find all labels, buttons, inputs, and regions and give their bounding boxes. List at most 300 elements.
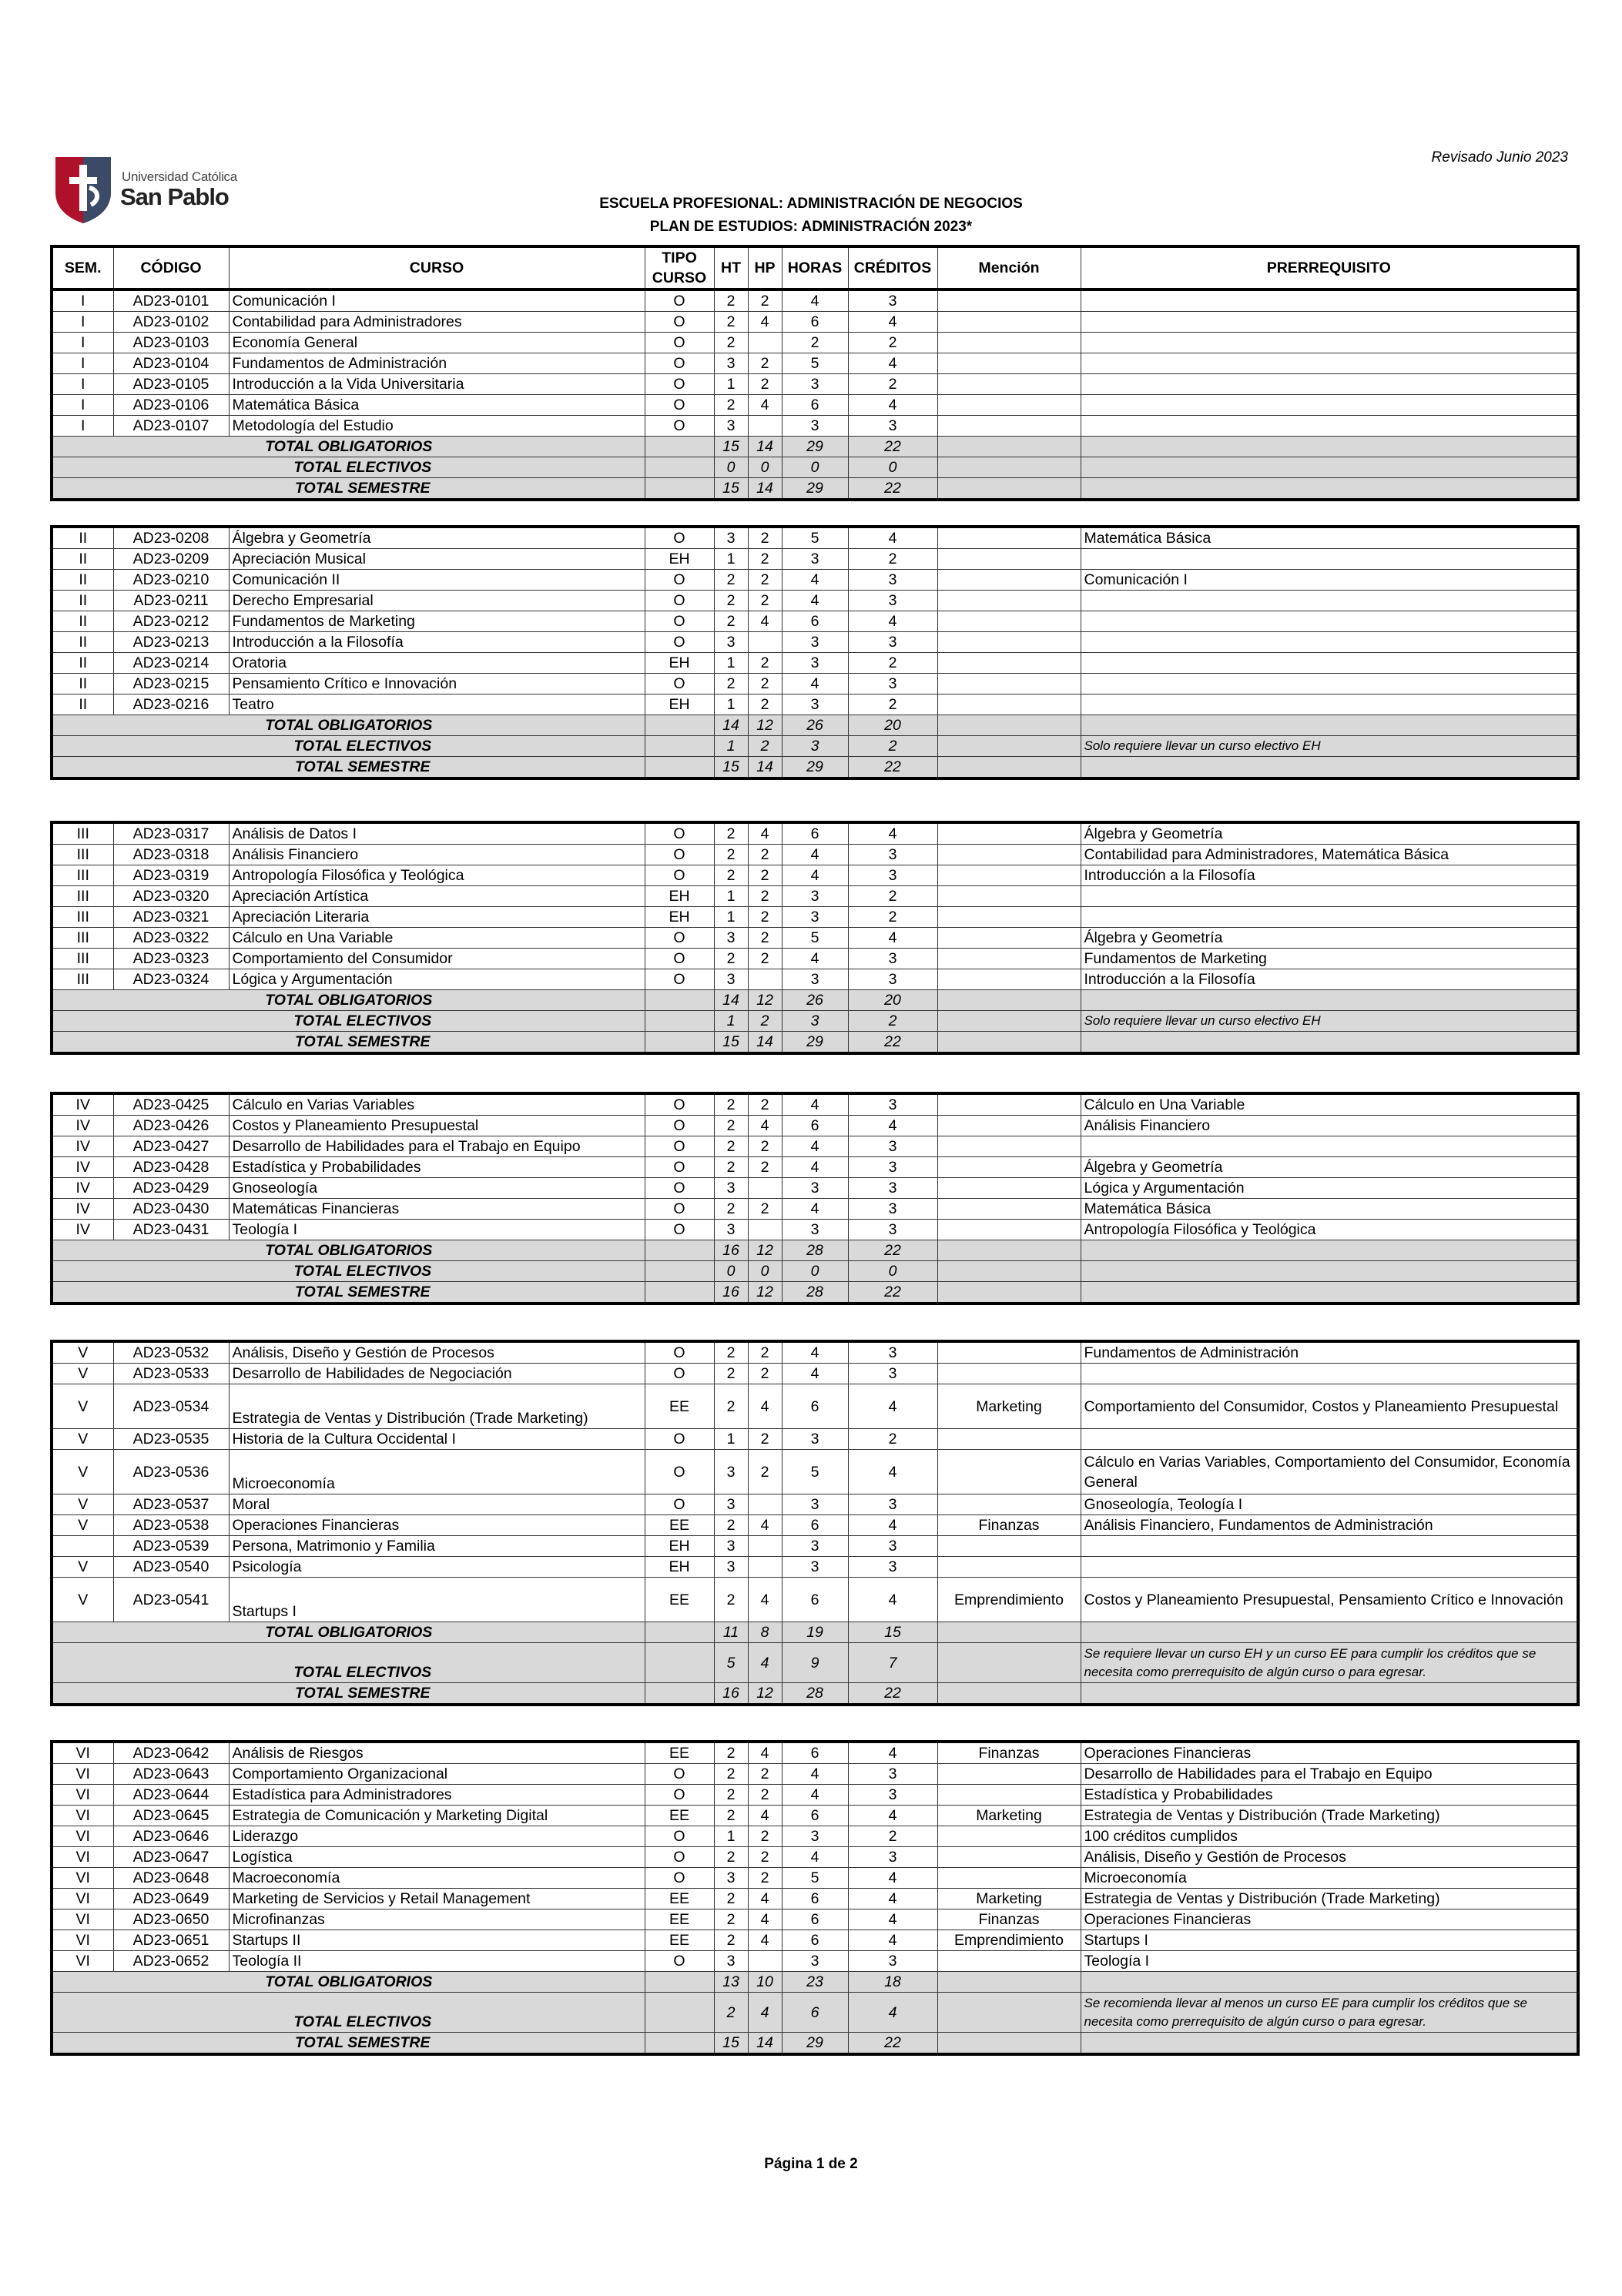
course-credits: 3 — [848, 1785, 937, 1806]
course-prereq: Análisis Financiero — [1081, 1116, 1578, 1136]
course-hp: 2 — [748, 928, 782, 949]
course-type: O — [645, 312, 714, 333]
total-value: 23 — [782, 1972, 848, 1993]
course-course: Desarrollo de Habilidades para el Trabajo en Equipo — [229, 1136, 645, 1157]
total-value: 0 — [782, 457, 848, 478]
total-value: 11 — [714, 1622, 748, 1643]
course-code: AD23-0103 — [113, 333, 229, 353]
course-prereq — [1081, 333, 1578, 353]
course-mention — [937, 1199, 1081, 1220]
course-hours: 6 — [782, 1116, 848, 1136]
course-hours: 6 — [782, 312, 848, 333]
course-prereq — [1081, 1536, 1578, 1557]
course-code: AD23-0426 — [113, 1116, 229, 1136]
course-course: Introducción a la Vida Universitaria — [229, 374, 645, 395]
course-mention — [937, 1093, 1081, 1116]
course-course: Psicología — [229, 1557, 645, 1578]
total-row — [52, 457, 1578, 478]
course-prereq: Antropología Filosófica y Teológica — [1081, 1220, 1578, 1240]
course-hours: 5 — [782, 928, 848, 949]
course-ht: 2 — [714, 674, 748, 694]
semester-table — [50, 1340, 1580, 1706]
total-value: 2 — [848, 736, 937, 757]
course-hours: 3 — [782, 1951, 848, 1972]
course-course: Pensamiento Crítico e Innovación — [229, 674, 645, 694]
course-course: Costos y Planeamiento Presupuestal — [229, 1116, 645, 1136]
course-sem: IV — [52, 1199, 113, 1220]
semester-block — [50, 1340, 1577, 1706]
course-code: AD23-0212 — [113, 611, 229, 632]
course-hours: 6 — [782, 1930, 848, 1951]
course-row — [52, 290, 1578, 312]
total-value: 15 — [714, 437, 748, 457]
course-credits: 4 — [848, 1116, 937, 1136]
course-prereq — [1081, 1136, 1578, 1157]
total-value: 14 — [748, 2033, 782, 2055]
course-hours: 4 — [782, 1364, 848, 1384]
course-sem: I — [52, 374, 113, 395]
total-value: 0 — [748, 457, 782, 478]
total-value: 29 — [782, 437, 848, 457]
course-ht: 2 — [714, 1136, 748, 1157]
course-prereq: Cálculo en Una Variable — [1081, 1093, 1578, 1116]
total-value: 0 — [848, 457, 937, 478]
total-type-empty — [645, 1240, 714, 1261]
course-credits: 4 — [848, 1742, 937, 1764]
header-row — [52, 246, 1578, 290]
course-credits: 4 — [848, 1450, 937, 1494]
total-note — [1081, 478, 1578, 500]
course-course: Persona, Matrimonio y Familia — [229, 1536, 645, 1557]
course-code: AD23-0107 — [113, 416, 229, 437]
course-code: AD23-0652 — [113, 1951, 229, 1972]
course-sem: IV — [52, 1220, 113, 1240]
total-value: 0 — [748, 1261, 782, 1282]
course-ht: 2 — [714, 1341, 748, 1364]
course-hp: 4 — [748, 611, 782, 632]
course-course: Comunicación II — [229, 570, 645, 591]
course-code: AD23-0430 — [113, 1199, 229, 1220]
course-hp: 2 — [748, 374, 782, 395]
course-prereq — [1081, 632, 1578, 653]
course-type: O — [645, 1157, 714, 1178]
course-hp — [748, 969, 782, 990]
course-ht: 2 — [714, 1806, 748, 1826]
course-row — [52, 1930, 1578, 1951]
course-row — [52, 694, 1578, 715]
course-credits: 3 — [848, 632, 937, 653]
course-prereq: Matemática Básica — [1081, 1199, 1578, 1220]
course-mention — [937, 694, 1081, 715]
total-row — [52, 2033, 1578, 2055]
school-title: ESCUELA PROFESIONAL: ADMINISTRACIÓN DE NEGOCIOS — [599, 196, 1023, 212]
course-type: EE — [645, 1909, 714, 1930]
course-sem: IV — [52, 1178, 113, 1199]
total-note: Se recomienda llevar al menos un curso EE para cumplir los créditos que se necesita como prerrequisito de algún curso o para egresar. — [1081, 1993, 1578, 2033]
course-prereq — [1081, 1557, 1578, 1578]
course-mention — [937, 969, 1081, 990]
course-credits: 3 — [848, 416, 937, 437]
course-type: O — [645, 632, 714, 653]
course-sem: I — [52, 312, 113, 333]
course-hours: 4 — [782, 865, 848, 886]
course-course: Estadística y Probabilidades — [229, 1157, 645, 1178]
course-code: AD23-0101 — [113, 290, 229, 312]
course-hp — [748, 1178, 782, 1199]
course-type: EE — [645, 1384, 714, 1429]
course-credits: 3 — [848, 845, 937, 865]
total-value: 4 — [748, 1643, 782, 1683]
course-row — [52, 395, 1578, 416]
total-row — [52, 1622, 1578, 1643]
course-hp: 2 — [748, 1785, 782, 1806]
course-hp: 2 — [748, 1450, 782, 1494]
total-value: 19 — [782, 1622, 848, 1643]
course-type: O — [645, 845, 714, 865]
course-sem: VI — [52, 1764, 113, 1785]
course-mention: Emprendimiento — [937, 1578, 1081, 1622]
course-mention: Finanzas — [937, 1742, 1081, 1764]
course-row — [52, 1429, 1578, 1450]
total-value: 2 — [748, 1011, 782, 1032]
course-sem: III — [52, 886, 113, 907]
course-course: Marketing de Servicios y Retail Management — [229, 1889, 645, 1909]
semester-table — [50, 1740, 1580, 2056]
course-credits: 4 — [848, 395, 937, 416]
course-row — [52, 632, 1578, 653]
course-credits: 2 — [848, 1429, 937, 1450]
course-course: Comunicación I — [229, 290, 645, 312]
total-mention-empty — [937, 1972, 1081, 1993]
column-header: TIPO CURSO — [645, 246, 714, 290]
course-hp — [748, 632, 782, 653]
course-row — [52, 949, 1578, 969]
course-ht: 2 — [714, 1847, 748, 1868]
course-course: Operaciones Financieras — [229, 1515, 645, 1536]
course-mention — [937, 1116, 1081, 1136]
course-hp — [748, 1220, 782, 1240]
course-hours: 3 — [782, 1494, 848, 1515]
course-code: AD23-0321 — [113, 907, 229, 928]
course-prereq: Lógica y Argumentación — [1081, 1178, 1578, 1199]
course-code: AD23-0534 — [113, 1384, 229, 1429]
course-mention — [937, 591, 1081, 611]
course-credits: 4 — [848, 1930, 937, 1951]
course-mention — [937, 333, 1081, 353]
course-hours: 6 — [782, 1806, 848, 1826]
course-ht: 3 — [714, 1536, 748, 1557]
course-code: AD23-0214 — [113, 653, 229, 674]
course-row — [52, 1889, 1578, 1909]
course-mention — [937, 1429, 1081, 1450]
total-row — [52, 1643, 1578, 1683]
course-row — [52, 353, 1578, 374]
total-type-empty — [645, 1011, 714, 1032]
course-hp: 2 — [748, 653, 782, 674]
total-value: 1 — [714, 1011, 748, 1032]
course-credits: 2 — [848, 886, 937, 907]
total-label: TOTAL SEMESTRE — [52, 2033, 645, 2055]
course-row — [52, 1764, 1578, 1785]
course-credits: 4 — [848, 1578, 937, 1622]
course-code: AD23-0209 — [113, 549, 229, 570]
course-row — [52, 333, 1578, 353]
course-sem: VI — [52, 1806, 113, 1826]
course-code: AD23-0535 — [113, 1429, 229, 1450]
course-sem: VI — [52, 1889, 113, 1909]
course-mention: Marketing — [937, 1806, 1081, 1826]
course-hp: 2 — [748, 591, 782, 611]
course-hp: 2 — [748, 1764, 782, 1785]
course-code: AD23-0102 — [113, 312, 229, 333]
course-row — [52, 1384, 1578, 1429]
course-credits: 3 — [848, 1764, 937, 1785]
total-value: 22 — [848, 2033, 937, 2055]
total-value: 14 — [748, 478, 782, 500]
course-row — [52, 1450, 1578, 1494]
course-row — [52, 886, 1578, 907]
course-hp: 2 — [748, 845, 782, 865]
course-mention — [937, 374, 1081, 395]
course-code: AD23-0651 — [113, 1930, 229, 1951]
course-prereq — [1081, 653, 1578, 674]
total-type-empty — [645, 1972, 714, 1993]
course-course: Teología I — [229, 1220, 645, 1240]
course-type: EH — [645, 694, 714, 715]
course-prereq: Estadística y Probabilidades — [1081, 1785, 1578, 1806]
course-hp: 4 — [748, 1806, 782, 1826]
course-hours: 3 — [782, 969, 848, 990]
total-value: 6 — [782, 1993, 848, 2033]
column-header: CÓDIGO — [113, 246, 229, 290]
course-row — [52, 1557, 1578, 1578]
course-course: Macroeconomía — [229, 1868, 645, 1889]
course-sem: II — [52, 653, 113, 674]
course-type: O — [645, 374, 714, 395]
course-hours: 4 — [782, 1136, 848, 1157]
course-row — [52, 928, 1578, 949]
course-hours: 3 — [782, 907, 848, 928]
course-sem: VI — [52, 1951, 113, 1972]
course-ht: 1 — [714, 1429, 748, 1450]
course-mention — [937, 865, 1081, 886]
course-code: AD23-0425 — [113, 1093, 229, 1116]
course-prereq — [1081, 312, 1578, 333]
course-sem: II — [52, 591, 113, 611]
total-label: TOTAL ELECTIVOS — [52, 1261, 645, 1282]
course-course: Historia de la Cultura Occidental I — [229, 1429, 645, 1450]
course-prereq: Contabilidad para Administradores, Matemática Básica — [1081, 845, 1578, 865]
course-course: Matemática Básica — [229, 395, 645, 416]
course-course: Comportamiento del Consumidor — [229, 949, 645, 969]
course-ht: 1 — [714, 653, 748, 674]
total-value: 9 — [782, 1643, 848, 1683]
course-type: EH — [645, 886, 714, 907]
course-hours: 3 — [782, 694, 848, 715]
plan-title: PLAN DE ESTUDIOS: ADMINISTRACIÓN 2023* — [649, 219, 973, 235]
course-row — [52, 1578, 1578, 1622]
course-type: O — [645, 949, 714, 969]
course-type: O — [645, 1494, 714, 1515]
course-hours: 4 — [782, 591, 848, 611]
course-sem: I — [52, 395, 113, 416]
course-hours: 2 — [782, 333, 848, 353]
total-mention-empty — [937, 715, 1081, 736]
course-mention — [937, 611, 1081, 632]
total-row — [52, 437, 1578, 457]
course-code: AD23-0216 — [113, 694, 229, 715]
course-hours: 3 — [782, 1178, 848, 1199]
total-row — [52, 757, 1578, 779]
course-hp: 2 — [748, 1093, 782, 1116]
course-hours: 3 — [782, 653, 848, 674]
course-ht: 1 — [714, 907, 748, 928]
total-mention-empty — [937, 1240, 1081, 1261]
course-credits: 3 — [848, 591, 937, 611]
course-mention: Marketing — [937, 1384, 1081, 1429]
course-row — [52, 1136, 1578, 1157]
course-course: Matemáticas Financieras — [229, 1199, 645, 1220]
course-code: AD23-0538 — [113, 1515, 229, 1536]
course-course: Comportamiento Organizacional — [229, 1764, 645, 1785]
course-row — [52, 1364, 1578, 1384]
course-prereq — [1081, 1364, 1578, 1384]
total-label: TOTAL ELECTIVOS — [52, 1993, 645, 2033]
column-header: HP — [748, 246, 782, 290]
total-value: 3 — [782, 736, 848, 757]
course-credits: 2 — [848, 549, 937, 570]
course-code: AD23-0317 — [113, 822, 229, 845]
course-hp: 2 — [748, 353, 782, 374]
course-credits: 4 — [848, 822, 937, 845]
course-ht: 1 — [714, 374, 748, 395]
total-value: 15 — [714, 757, 748, 779]
total-value: 16 — [714, 1282, 748, 1304]
course-ht: 3 — [714, 353, 748, 374]
course-ht: 3 — [714, 1220, 748, 1240]
course-sem: VI — [52, 1930, 113, 1951]
total-value: 10 — [748, 1972, 782, 1993]
course-mention: Marketing — [937, 1889, 1081, 1909]
total-value: 4 — [748, 1993, 782, 2033]
course-credits: 3 — [848, 1136, 937, 1157]
course-hours: 5 — [782, 527, 848, 549]
course-mention — [937, 653, 1081, 674]
total-value: 3 — [782, 1011, 848, 1032]
course-row — [52, 1909, 1578, 1930]
course-hours: 3 — [782, 1429, 848, 1450]
course-hp: 4 — [748, 1384, 782, 1429]
course-hp: 2 — [748, 949, 782, 969]
course-type: O — [645, 1429, 714, 1450]
total-row — [52, 1972, 1578, 1993]
course-credits: 2 — [848, 907, 937, 928]
course-course: Teología II — [229, 1951, 645, 1972]
course-sem: III — [52, 928, 113, 949]
course-hp: 4 — [748, 1930, 782, 1951]
total-label: TOTAL SEMESTRE — [52, 478, 645, 500]
total-value: 28 — [782, 1683, 848, 1705]
course-row — [52, 845, 1578, 865]
course-course: Estrategia de Ventas y Distribución (Trade Marketing) — [229, 1384, 645, 1429]
course-code: AD23-0541 — [113, 1578, 229, 1622]
course-type: O — [645, 1951, 714, 1972]
total-label: TOTAL SEMESTRE — [52, 1282, 645, 1304]
total-type-empty — [645, 736, 714, 757]
course-sem — [52, 1536, 113, 1557]
total-value: 14 — [748, 757, 782, 779]
total-type-empty — [645, 1643, 714, 1683]
total-mention-empty — [937, 736, 1081, 757]
total-value: 13 — [714, 1972, 748, 1993]
course-type: O — [645, 1199, 714, 1220]
total-value: 29 — [782, 1032, 848, 1054]
course-type: O — [645, 1764, 714, 1785]
course-sem: IV — [52, 1157, 113, 1178]
total-value: 0 — [714, 1261, 748, 1282]
course-sem: I — [52, 353, 113, 374]
course-type: O — [645, 1116, 714, 1136]
course-hp: 2 — [748, 694, 782, 715]
course-course: Cálculo en Varias Variables — [229, 1093, 645, 1116]
course-ht: 1 — [714, 1826, 748, 1847]
course-sem: V — [52, 1557, 113, 1578]
course-course: Desarrollo de Habilidades de Negociación — [229, 1364, 645, 1384]
course-ht: 2 — [714, 949, 748, 969]
course-code: AD23-0318 — [113, 845, 229, 865]
course-type: O — [645, 527, 714, 549]
course-code: AD23-0319 — [113, 865, 229, 886]
total-mention-empty — [937, 1032, 1081, 1054]
total-note — [1081, 990, 1578, 1011]
course-hp — [748, 416, 782, 437]
course-hours: 4 — [782, 674, 848, 694]
total-label: TOTAL ELECTIVOS — [52, 736, 645, 757]
course-row — [52, 1157, 1578, 1178]
course-course: Apreciación Musical — [229, 549, 645, 570]
course-credits: 3 — [848, 1178, 937, 1199]
course-hours: 3 — [782, 886, 848, 907]
course-ht: 2 — [714, 591, 748, 611]
course-ht: 3 — [714, 969, 748, 990]
total-value: 1 — [714, 736, 748, 757]
course-prereq: Introducción a la Filosofía — [1081, 969, 1578, 990]
total-mention-empty — [937, 1622, 1081, 1643]
course-row — [52, 1178, 1578, 1199]
logo-line1: Universidad Católica — [122, 169, 237, 184]
total-value: 22 — [848, 757, 937, 779]
total-type-empty — [645, 437, 714, 457]
course-prereq: Teología I — [1081, 1951, 1578, 1972]
course-type: O — [645, 1450, 714, 1494]
course-credits: 3 — [848, 1364, 937, 1384]
total-note — [1081, 757, 1578, 779]
course-row — [52, 1951, 1578, 1972]
course-sem: III — [52, 822, 113, 845]
course-credits: 4 — [848, 928, 937, 949]
total-value: 14 — [714, 715, 748, 736]
course-code: AD23-0643 — [113, 1764, 229, 1785]
course-row — [52, 969, 1578, 990]
course-code: AD23-0650 — [113, 1909, 229, 1930]
course-code: AD23-0106 — [113, 395, 229, 416]
course-course: Análisis, Diseño y Gestión de Procesos — [229, 1341, 645, 1364]
course-prereq — [1081, 549, 1578, 570]
total-note — [1081, 1032, 1578, 1054]
total-label: TOTAL OBLIGATORIOS — [52, 990, 645, 1011]
total-value: 8 — [748, 1622, 782, 1643]
course-sem: II — [52, 611, 113, 632]
